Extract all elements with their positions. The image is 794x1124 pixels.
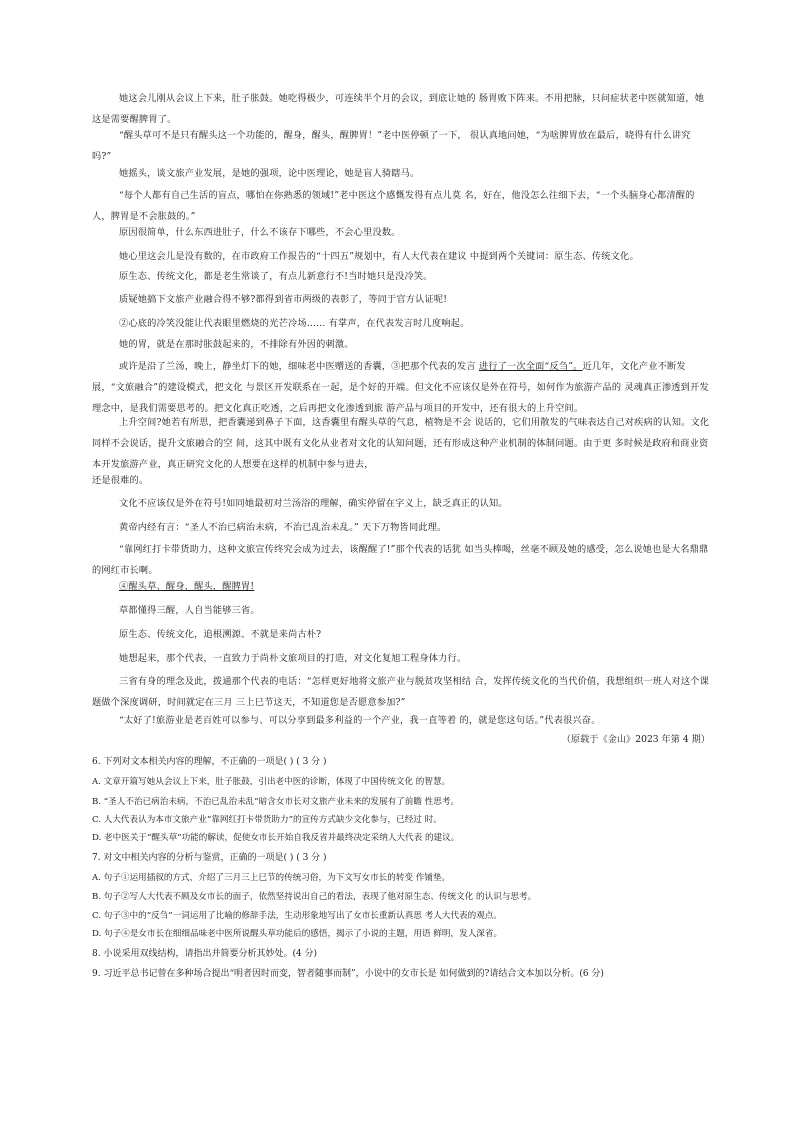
story-paragraph: 她想起来，那个代表，一直致力于尚朴文旅项目的打造，对文化复旭工程身体力行。 — [119, 653, 467, 664]
story-paragraph: 三省有身的理念及此，拨通那个代表的电话：“怎样更好地将文旅产业与脱贫攻坚相结 合，发挥传统文化的当代价值，我想组织一班人对这个课题做个深度调研，时间就定在三月 三上巳节这天，不知道您是否愿意参加?” — [92, 676, 710, 708]
question-9: 9. 习近平总书记曾在多种场合提出“明者因时而变，智者随事而制”，小说中的女市长是 如何做到的?请结合文本加以分析。(6 分) — [92, 969, 604, 979]
story-paragraph: 她摇头，谈文旅产业发展，是她的强项，论中医理论，她是盲人骑瞎马。 — [119, 168, 420, 179]
question-6-option-b: B. “圣人不治已病治未病，不治已乱治未乱”暗含女市长对文旅产业未来的发展有了前瞻 性思考。 — [92, 797, 460, 807]
story-paragraph: 上升空间?她若有所思，把香囊递到鼻子下面，这香囊里有醒头草的气息，植物是不会 说话的，它们用散发的气味表达自己对疾病的认知。文化同样不会说话，提升文旅融合的空 间，这其中既有文化从业者对文化的认知问题，还有形成这种产业机制的体制问题。由于更 多时候是政府和商业资本开发旅游产业，真正研究文化的人想要在这样的机制中参与进去， — [92, 417, 710, 470]
question-8: 8. 小说采用双线结构，请指出并简要分析其妙处。(4 分) — [92, 949, 318, 959]
story-paragraph: 她心里这会儿是没有数的，在市政府工作报告的“十四五”规划中，有人大代表在建议 中提到两个关键词：原生态、传统文化。 — [119, 251, 639, 262]
story-paragraph — [92, 576, 710, 597]
question-7-option-b: B. 句子②写人大代表不顾及女市长的面子，依然坚持说出自己的看法，表现了他对原生态、传统文化 的认识与思考。 — [92, 892, 537, 902]
story-text: 近几年，文化产业不断发展，“文旅融合”的建设模式，把文化 与景区开发联系在一起，是个好的开端。但文化不应该仅是外在符号，如何作为旅游产品的 灵魂真正渗透到开发理念中，是我们需要思考的。把文化真正吃透，之后再把文化渗透到旅 游产品与项目的开发中，还有很大的上升空间。 — [92, 361, 709, 414]
question-7-option-c: C. 句子③中的“反刍”一词运用了比喻的修辞手法，生动形象地写出了女市长重新认真思 考人大代表的观点。 — [92, 911, 502, 921]
question-6-option-d: D. 老中医关于“醒头草”功能的解读，促使女市长开始自我反省并最终决定采纳人大代表 的建议。 — [92, 833, 460, 843]
question-7-option-a: A. 句子①运用插叙的方式，介绍了三月三上巳节的传统习俗，为下文写女市长的转变 作铺垫。 — [92, 873, 451, 883]
question-6-option-c: C. 人大代表认为本市文旅产业“靠网红打卡带货助力”的宣传方式缺少文化参与，已经过 时。 — [92, 815, 442, 825]
story-text: 或许是沿了兰汤，晚上，静坐灯下的她，细味老中医赠送的香囊，③把那个代表的发言 — [119, 361, 479, 372]
story-paragraph: 质疑她搞下文旅产业融合得不够?都得到省市两级的表彰了，等同于官方认证呢! — [119, 294, 448, 305]
story-paragraph: “太好了!旅游业是老百姓可以参与、可以分享到最多利益的一个产业，我一直等着 的，就是您这句话。”代表很兴奋。 — [119, 715, 601, 726]
story-paragraph: 她这会儿刚从会议上下来，肚子胀鼓。她吃得极少，可连续半个月的会议，到底让她的 肠胃败下阵来。不用把脉，只问症状老中医就知道，她这是需要醒脾胃了。 — [92, 93, 705, 125]
story-paragraph: 文化不应该仅是外在符号!如同她最初对兰汤浴的理解，确实停留在字义上，缺乏真正的认知。 — [119, 498, 508, 509]
question-7: 7. 对文中相关内容的分析与鉴赏，正确的一项是( ) ( 3 分 ) — [92, 853, 327, 863]
question-6: 6. 下列对文本相关内容的理解，不正确的一项是( ) ( 3 分 ) — [92, 757, 327, 767]
story-paragraph: “醒头草可不是只有醒头这一个功能的，醒身，醒头，醒脾胃！”老中医停顿了一下， 很认真地问她，“为啥脾胃放在最后，晓得有什么讲究吗?” — [92, 130, 691, 162]
story-paragraph: ②心底的冷笑没能让代表眼里燃烧的光芒冷场…… 有掌声，在代表发言时几度响起。 — [119, 318, 470, 329]
story-paragraph: 原生态、传统文化，都是老生常谈了，有点儿新意行不!当时她只是没冷笑。 — [119, 271, 433, 282]
question-6-option-a: A. 文章开篇写她从会议上下来，肚子胀鼓，引出老中医的诊断，体现了中国传统文化 的智慧。 — [92, 777, 451, 787]
story-paragraph: 草都懂得三醒，人自当能够三省。 — [119, 605, 260, 616]
story-paragraph: 还是很难的。 — [92, 475, 149, 486]
story-paragraph: 原生态、传统文化，追根溯源、不就是来尚古朴? — [119, 629, 322, 640]
story-paragraph: 黄帝内经有言：“圣人不治已病治未病，不治已乱治未乱。” 天下万物皆同此理。 — [119, 522, 447, 533]
underlined-sentence: 进行了一次全面“反刍”。 — [478, 361, 583, 372]
source-note: （原载于《金山》2023 年第 4 期） — [561, 734, 710, 745]
story-paragraph — [92, 356, 710, 419]
underlined-sentence: ④醒头草、醒身，醒头，醒脾胃! — [119, 581, 255, 592]
story-paragraph: 她的胃，就是在那时胀鼓起来的，不排除有外因的刺激。 — [119, 339, 354, 350]
story-paragraph: “靠网红打卡带货助力，这种文旅宣传终究会成为过去，该醒醒了!”那个代表的话犹 如当头棒喝，丝毫不顾及她的感受，怎么说她也是大名鼎鼎的网红市长啊。 — [92, 544, 709, 576]
story-paragraph: “每个人都有自己生活的盲点，哪怕在你熟悉的领域!”老中医这个感慨发得有点儿莫 名，好在，他没怎么往细下去，“一个头脑身心都清醒的人，脾胃是不会胀鼓的。” — [92, 190, 695, 222]
story-paragraph: 原因很简单，什么东西进肚子，什么不该存下哪些，不会心里没数。 — [119, 227, 401, 238]
question-7-option-d: D. 句子④是女市长在细细品味老中医所说醒头草功能后的感悟，揭示了小说的主题，用语 鲜明，发人深省。 — [92, 929, 503, 939]
